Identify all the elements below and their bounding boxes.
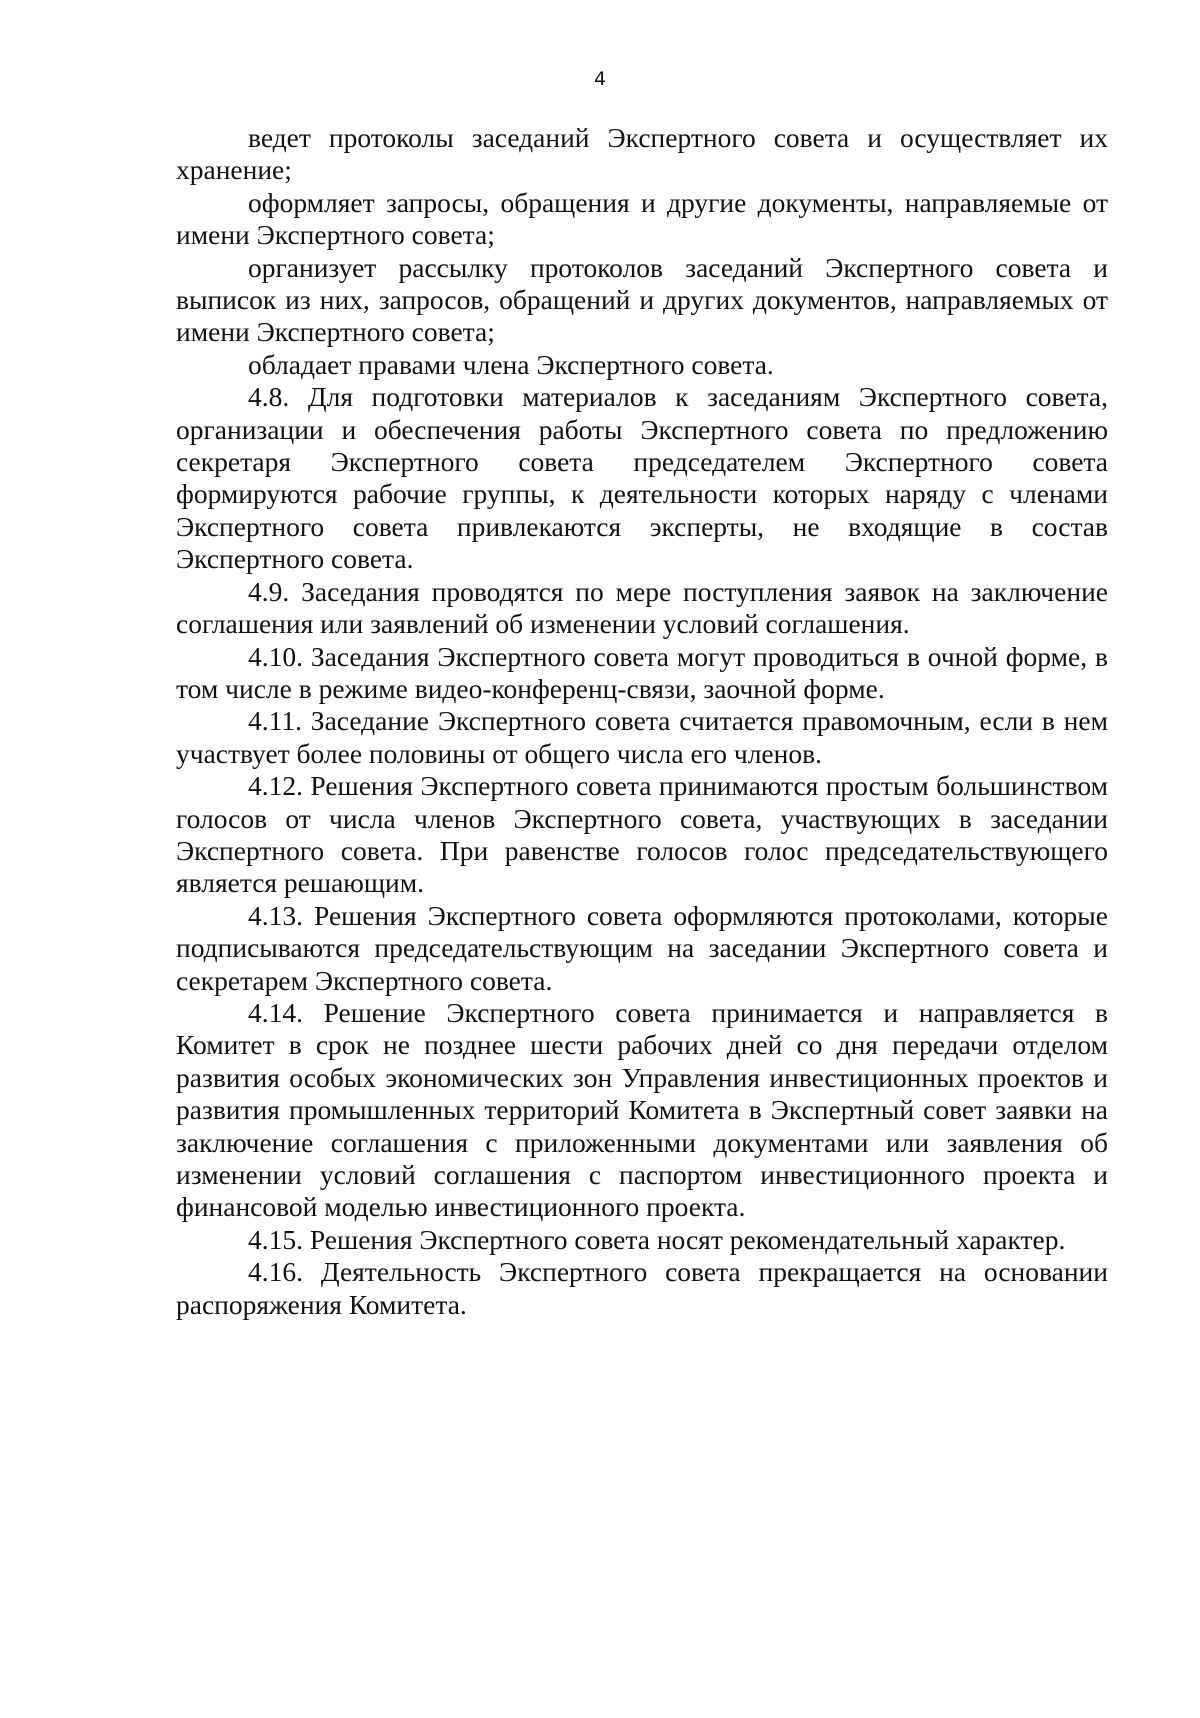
paragraph-4-14: 4.14. Решение Экспертного совета принимается и направляется в Комитет в срок не позднее шести рабочих дней со дня передачи отделом развития особых экономических зон Управления инвестиционных проектов и развития промышленных территорий Комитета в Экспертный совет заявки на заключение соглашения с приложенными документами или заявления об изменении условий соглашения с паспортом инвестиционного проекта и финансовой моделью инвестиционного проекта. [176,996,1108,1223]
document-body [176,122,1108,1321]
paragraph-secretary-requests: оформляет запросы, обращения и другие документы, направляемые от имени Экспертного совета; [176,186,1108,251]
paragraph-4-10: 4.10. Заседания Экспертного совета могут проводиться в очной форме, в том числе в режиме видео-конференц-связи, заочной форме. [176,640,1108,704]
paragraph-4-13: 4.13. Решения Экспертного совета оформляются протоколами, которые подписываются председательствующим на заседании Экспертного совета и секретарем Экспертного совета. [176,899,1108,996]
paragraph-4-8: 4.8. Для подготовки материалов к заседаниям Экспертного совета, организации и обеспечения работы Экспертного совета по предложению секретаря Экспертного совета председателем Экспертного совета формируются рабочие группы, к деятельности которых наряду с членами Экспертного совета привлекаются эксперты, не входящие в состав Экспертного совета. [176,381,1108,575]
paragraph-4-15: 4.15. Решения Экспертного совета носят рекомендательный характер. [248,1223,1066,1255]
paragraph-4-12: 4.12. Решения Экспертного совета принимаются простым большинством голосов от числа членов Экспертного совета, участвующих в заседании Экспертного совета. При равенстве голосов голос председательствующего является решающим. [176,770,1108,899]
paragraph-secretary-rights: обладает правами члена Экспертного совета. [248,348,774,380]
paragraph-secretary-distribution: организует рассылку протоколов заседаний Экспертного совета и выписок из них, запросов, обращений и других документов, направляемых от имени Экспертного совета; [176,251,1108,348]
paragraph-4-16: 4.16. Деятельность Экспертного совета прекращается на основании распоряжения Комитета. [176,1256,1108,1320]
page-number: 4 [593,68,607,90]
paragraph-secretary-minutes: ведет протоколы заседаний Экспертного совета и осуществляет их хранение; [176,122,1108,186]
paragraph-4-9: 4.9. Заседания проводятся по мере поступления заявок на заключение соглашения или заявлений об изменении условий соглашения. [176,575,1108,640]
paragraph-4-11: 4.11. Заседание Экспертного совета считается правомочным, если в нем участвует более половины от общего числа его членов. [176,705,1108,769]
